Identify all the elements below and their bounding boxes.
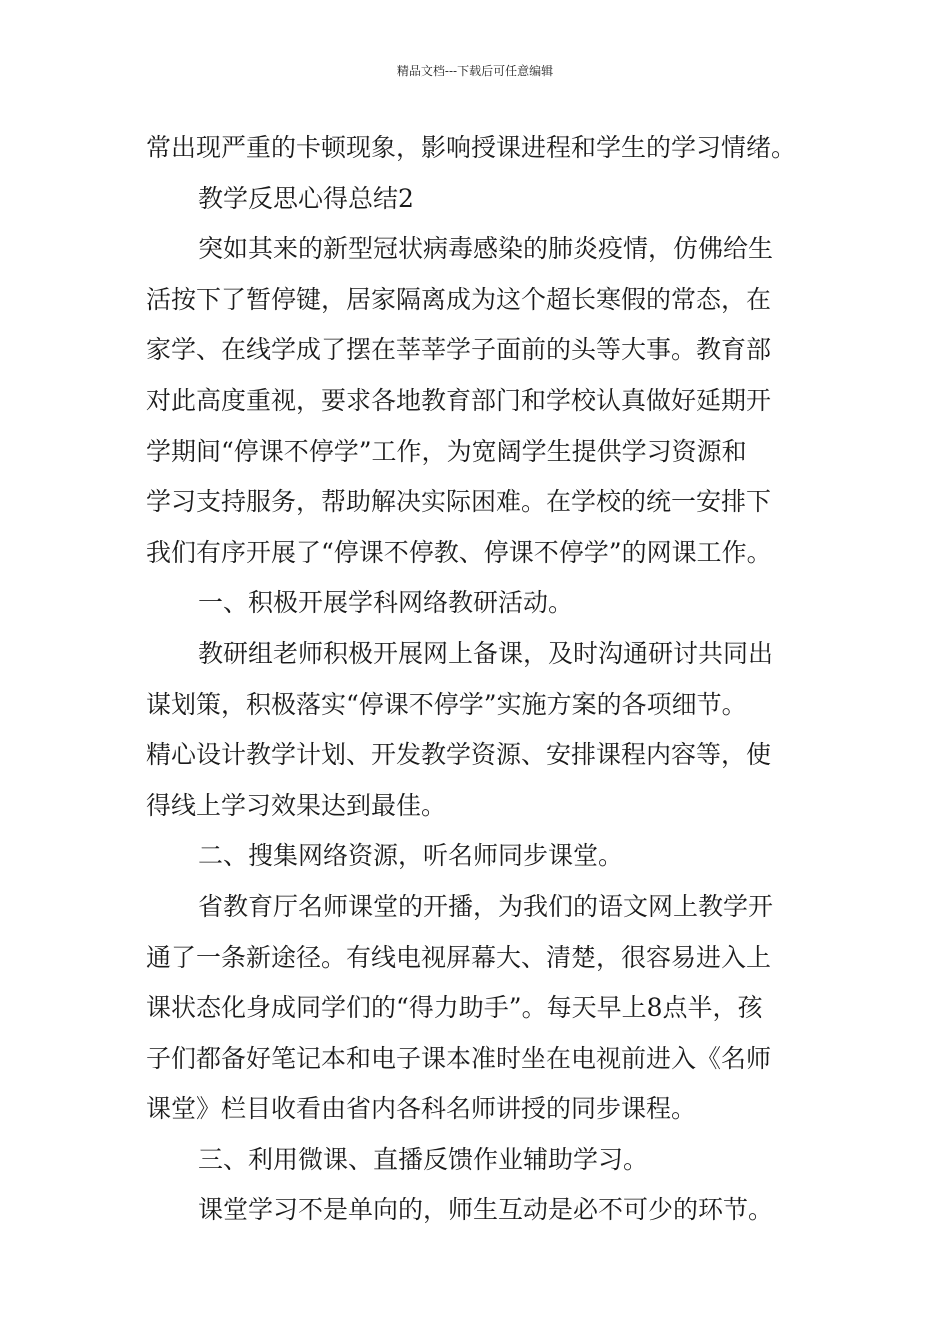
section-heading: 三、利用微课、直播反馈作业辅助学习。	[198, 1144, 649, 1174]
page-header: 精品文档---下载后可任意编辑	[396, 64, 554, 78]
text-line: 谋划策，积极落实“停课不停学”实施方案的各项细节。	[146, 689, 747, 719]
text-line: 学习支持服务，帮助解决实际困难。在学校的统一安排下	[146, 487, 772, 517]
text-line: 课堂》栏目收看由省内各科名师讲授的同步课程。	[146, 1094, 697, 1124]
text-line: 家学、在线学成了摆在莘莘学子面前的头等大事。教育部	[146, 335, 772, 365]
text-line: 活按下了暂停键，居家隔离成为这个超长寒假的常态，在	[146, 284, 772, 314]
text-line: 课堂学习不是单向的，师生互动是必不可少的环节。	[198, 1195, 774, 1225]
text-line: 通了一条新途径。有线电视屏幕大、清楚，很容易进入上	[146, 942, 772, 972]
section-heading: 二、搜集网络资源，听名师同步课堂。	[198, 841, 624, 871]
text-line: 我们有序开展了“停课不停教、停课不停学”的网课工作。	[146, 537, 772, 567]
text-line: 教研组老师积极开展网上备课，及时沟通研讨共同出	[198, 638, 774, 668]
text-line: 学期间“停课不停学”工作，为宽阔学生提供学习资源和	[146, 436, 747, 466]
document-body	[146, 123, 810, 1236]
text-line: 常出现严重的卡顿现象，影响授课进程和学生的学习情绪。	[146, 133, 797, 162]
section-heading: 一、积极开展学科网络教研活动。	[198, 588, 574, 618]
text-line: 突如其来的新型冠状病毒感染的肺炎疫情，仿佛给生	[198, 234, 774, 264]
section-title: 教学反思心得总结2	[198, 183, 414, 213]
text-line: 对此高度重视，要求各地教育部门和学校认真做好延期开	[146, 385, 772, 415]
text-line: 精心设计教学计划、开发教学资源、安排课程内容等，使	[146, 740, 772, 770]
text-line: 课状态化身成同学们的“得力助手”。每天早上8点半，孩	[146, 993, 763, 1023]
text-line: 得线上学习效果达到最佳。	[146, 790, 447, 820]
text-line: 子们都备好笔记本和电子课本准时坐在电视前进入《名师	[146, 1043, 772, 1073]
text-line: 省教育厅名师课堂的开播，为我们的语文网上教学开	[198, 891, 774, 921]
